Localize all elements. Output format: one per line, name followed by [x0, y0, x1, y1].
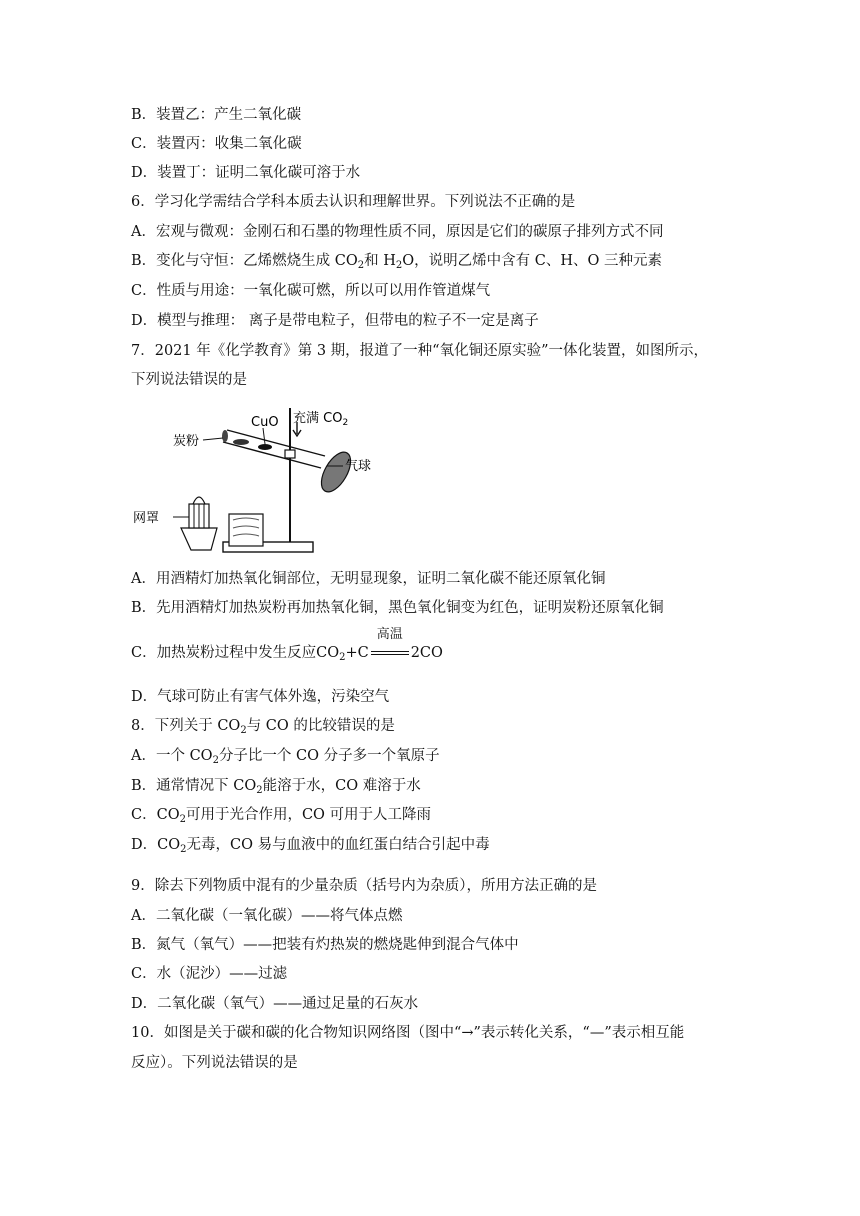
question-7-option-a: A．用酒精灯加热氧化铜部位，无明显现象，证明二氧化碳不能还原氧化铜 [131, 571, 606, 587]
question-7-option-c: C．加热炭粉过程中发生反应$CO_2+C$ 高温 2CO [131, 627, 443, 663]
question-7-option-d: D．气球可防止有害气体外逸，污染空气 [131, 689, 390, 705]
question-10-line-1: 10．如图是关于碳和碳的化合物知识网络图（图中“→”表示转化关系，“—”表示相互能 [131, 1025, 685, 1041]
question-6-option-a: A．宏观与微观：金刚石和石墨的物理性质不同，原因是它们的碳原子排列方式不同 [131, 224, 664, 240]
label-carbon: 炭粉 [173, 434, 200, 449]
question-6: 6．学习化学需结合学科本质去认识和理解世界。下列说法不正确的是 [131, 194, 576, 210]
question-7-line-1: 7．2021 年《化学教育》第 3 期，报道了一种“氧化铜还原实验”一体化装置，如图所示， [131, 343, 709, 359]
apparatus-diagram [131, 400, 371, 562]
question-6-option-d: D．模型与推理： 离子是带电粒子，但带电的粒子不一定是离子 [131, 313, 539, 329]
reaction-condition: 高温 [369, 643, 411, 663]
question-9: 9．除去下列物质中混有的少量杂质（括号内为杂质），所用方法正确的是 [131, 878, 597, 894]
question-6-option-c: C．性质与用途：一氧化碳可燃，所以可以用作管道煤气 [131, 283, 491, 299]
question-6-option-b: B．变化与守恒：乙烯燃烧生成 $CO_2$和 $H_2O$，说明乙烯中含有 C、H、O 三种元素 [131, 253, 662, 271]
question-9-option-c: C．水（泥沙）——过滤 [131, 966, 288, 982]
option-d-device: D．装置丁：证明二氧化碳可溶于水 [131, 165, 361, 181]
label-balloon: 气球 [345, 459, 371, 474]
question-8: 8．下列关于 $CO_2$与 CO 的比较错误的是 [131, 718, 395, 736]
option-c-device: C．装置丙：收集二氧化碳 [131, 136, 302, 152]
question-7-option-b: B．先用酒精灯加热炭粉再加热氧化铜，黑色氧化铜变为红色，证明炭粉还原氧化铜 [131, 600, 664, 616]
question-7-line-2: 下列说法错误的是 [131, 372, 247, 388]
question-10-line-2: 反应）。下列说法错误的是 [131, 1055, 298, 1071]
question-8-option-b: B．通常情况下 $CO_2$能溶于水，CO 难溶于水 [131, 778, 421, 796]
question-9-option-a: A．二氧化碳（一氧化碳）——将气体点燃 [131, 908, 403, 924]
label-cuo: CuO [251, 415, 279, 430]
label-co2: 充满 $CO_2$ [293, 411, 349, 428]
question-9-option-b: B．氮气（氧气）——把装有灼热炭的燃烧匙伸到混合气体中 [131, 937, 519, 953]
question-8-option-c: C．$CO_2$可用于光合作用，CO 可用于人工降雨 [131, 807, 432, 825]
question-8-option-a: A．一个 $CO_2$分子比一个 CO 分子多一个氧原子 [131, 748, 440, 766]
label-mesh: 网罩 [133, 511, 160, 526]
question-8-option-d: D．$CO_2$无毒，CO 易与血液中的血红蛋白结合引起中毒 [131, 837, 490, 855]
option-b-device: B．装置乙：产生二氧化碳 [131, 107, 302, 123]
apparatus-figure [131, 400, 371, 562]
question-9-option-d: D．二氧化碳（氧气）——通过足量的石灰水 [131, 996, 419, 1012]
